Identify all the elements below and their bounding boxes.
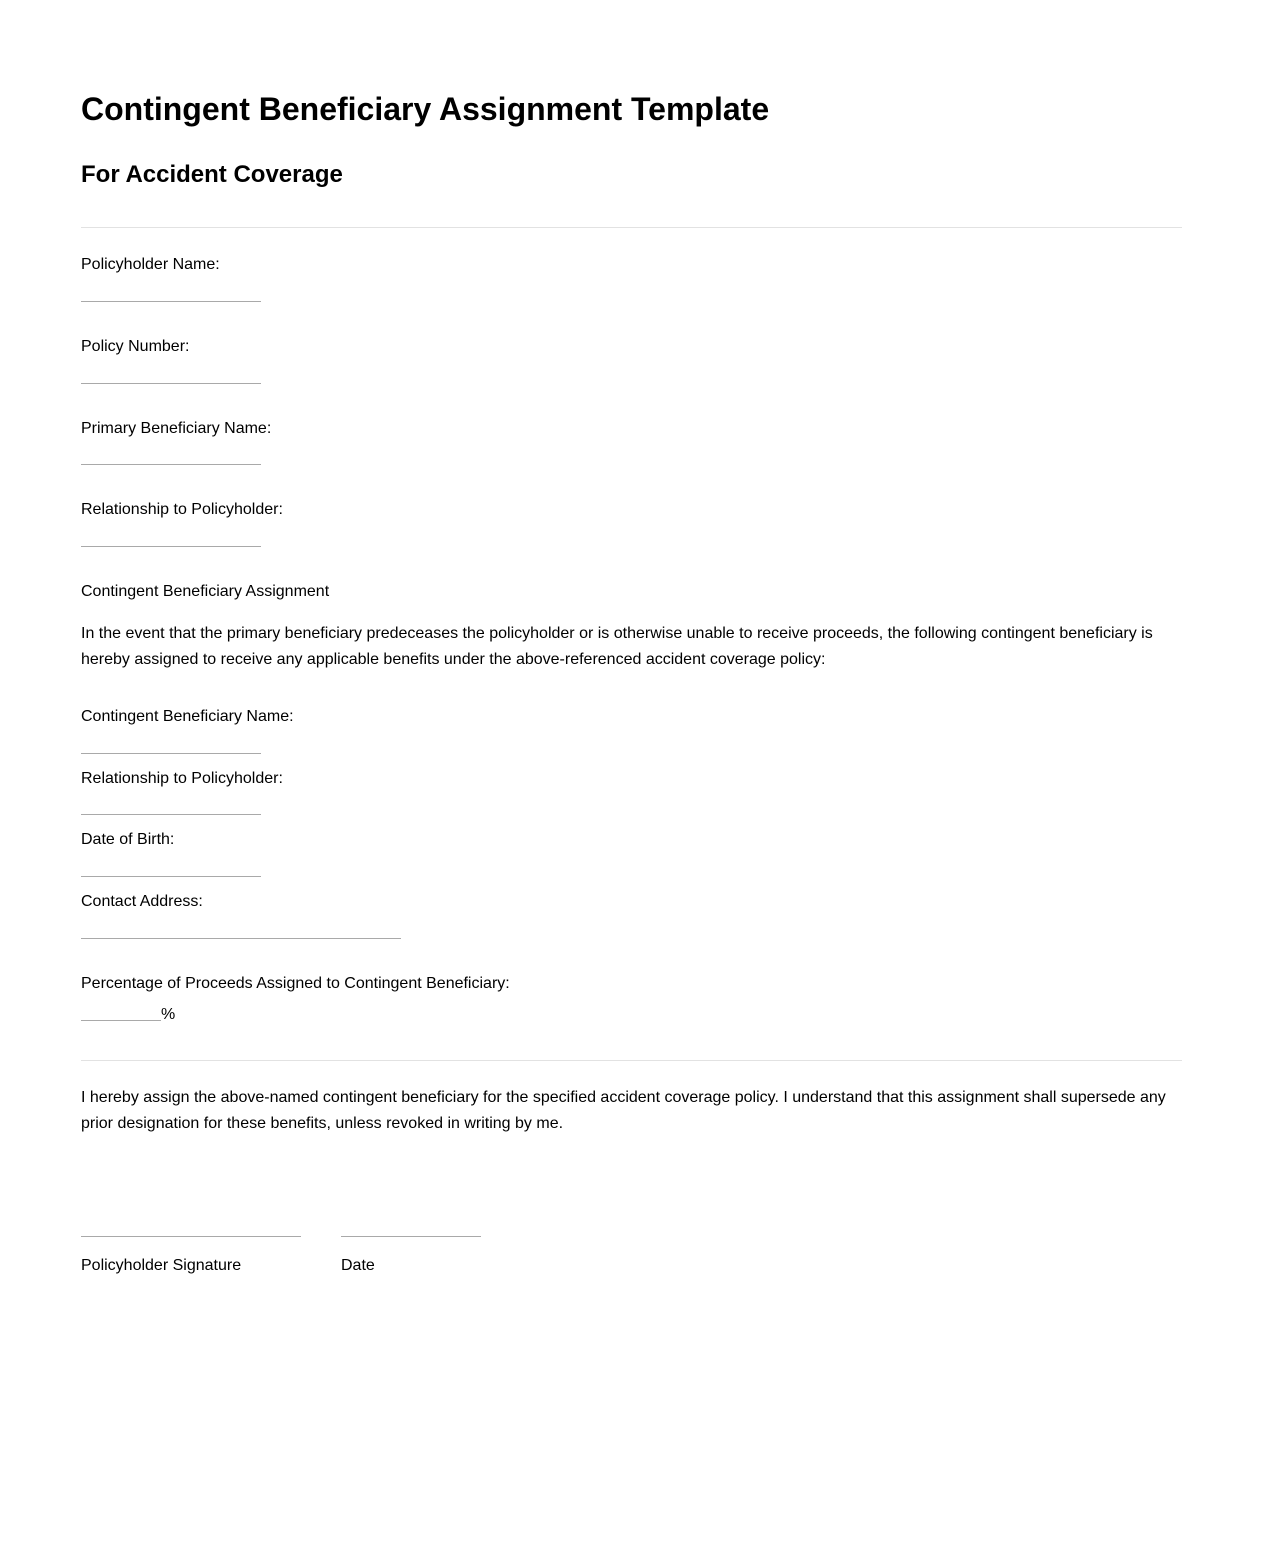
primary-beneficiary-name-label: Primary Beneficiary Name: [81,420,272,437]
divider [81,1060,1182,1061]
percentage-label: Percentage of Proceeds Assigned to Contingent Beneficiary: [81,975,510,992]
percentage-row [81,1005,175,1025]
policyholder-name-field[interactable] [81,301,261,302]
primary-beneficiary-name-field[interactable] [81,464,261,465]
signature-label: Policyholder Signature [81,1257,242,1274]
primary-relationship-field[interactable] [81,546,261,547]
percent-sign: % [161,1006,176,1023]
policy-number-label: Policy Number: [81,338,190,355]
signature-field[interactable] [81,1236,301,1237]
declaration-paragraph: I hereby assign the above-named contingent beneficiary for the specified accident coverage policy. I understand that this assignment shall supersede any prior designation for these benefits, unless revoked in writing by me. [81,1089,1166,1132]
document-subtitle: For Accident Coverage [81,161,343,188]
contingent-beneficiary-name-field[interactable] [81,753,261,754]
assignment-paragraph: In the event that the primary beneficiary predeceases the policyholder or is otherwise unable to receive proceeds, the following contingent beneficiary is hereby assigned to receive any applicable benefits under the above-referenced accident coverage policy: [81,625,1153,668]
divider [81,227,1182,228]
percentage-field[interactable] [81,1020,161,1021]
document-title: Contingent Beneficiary Assignment Template [81,91,770,127]
date-field[interactable] [341,1236,481,1237]
date-of-birth-label: Date of Birth: [81,831,175,848]
contingent-relationship-field[interactable] [81,814,261,815]
date-label: Date [341,1257,375,1274]
contingent-relationship-label: Relationship to Policyholder: [81,770,283,787]
contact-address-field[interactable] [81,938,401,939]
assignment-heading: Contingent Beneficiary Assignment [81,583,330,600]
primary-relationship-label: Relationship to Policyholder: [81,501,283,518]
contact-address-label: Contact Address: [81,893,203,910]
policyholder-name-label: Policyholder Name: [81,256,220,273]
policy-number-field[interactable] [81,383,261,384]
date-of-birth-field[interactable] [81,876,261,877]
contingent-beneficiary-name-label: Contingent Beneficiary Name: [81,708,294,725]
